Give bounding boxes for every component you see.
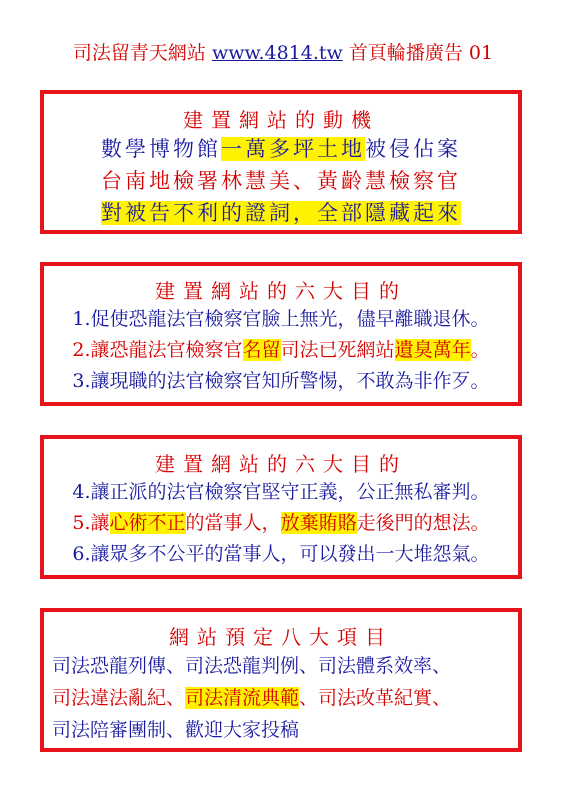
- motive-line-1-a: 數學博物館: [101, 137, 221, 161]
- projects-line-2-c: 、司法改革紀實、: [299, 687, 452, 709]
- goal-item-5-highlight-b: 放棄賄賂: [280, 512, 357, 534]
- goal-item-1: 1.促使恐龍法官檢察官臉上無光，儘早離職退休。: [72, 308, 490, 330]
- projects-line-1: 司法恐龍列傳、司法恐龍判例、司法體系效率、: [52, 655, 452, 677]
- motive-line-3: [44, 197, 518, 229]
- goal-item-2-highlight-a: 名留: [242, 339, 281, 361]
- motive-box: [40, 90, 522, 234]
- goals-box-1: [40, 262, 522, 406]
- goal-item-2-a: 2.讓恐龍法官檢察官: [72, 339, 243, 361]
- goal-item-5-e: 走後門的想法。: [356, 512, 490, 534]
- projects-line-2-highlight: 司法清流典範: [185, 687, 300, 709]
- motive-title: 建置網站的動機: [183, 108, 379, 132]
- goal-item-3: 3.讓現職的法官檢察官知所警惕，不敢為非作歹。: [72, 370, 490, 392]
- goal-item-6: 6.讓眾多不公平的當事人，可以發出一大堆怨氣。: [72, 543, 490, 565]
- motive-line-3-highlight: 對被告不利的證詞，全部隱藏起來: [101, 201, 461, 225]
- motive-line-1-c: 被侵佔案: [365, 137, 461, 161]
- goals-2-title: 建置網站的六大目的: [155, 452, 407, 476]
- goals-box-2: [40, 435, 522, 579]
- goal-item-2-c: 司法已死網站: [280, 339, 395, 361]
- goal-item-5-a: 5.讓: [72, 512, 110, 534]
- goal-item-2-e: 。: [470, 339, 490, 361]
- projects-title: 網站預定八大項目: [169, 625, 393, 649]
- motive-line-2: 台南地檢署林慧美、黃齡慧檢察官: [101, 169, 461, 193]
- projects-box: [40, 608, 522, 752]
- goal-item-4: 4.讓正派的法官檢察官堅守正義，公正無私審判。: [72, 481, 490, 503]
- goal-item-5-c: 的當事人，: [185, 512, 281, 534]
- goal-item-5-highlight-a: 心術不正: [109, 512, 186, 534]
- projects-line-2-a: 司法違法亂紀、: [52, 687, 186, 709]
- motive-line-1-highlight: 一萬多坪土地: [221, 137, 365, 161]
- motive-line-1: [44, 133, 518, 165]
- header-suffix: 首頁輪播廣告 01: [342, 42, 494, 64]
- header-prefix: 司法留青天網站: [72, 42, 212, 64]
- goal-item-2-highlight-b: 遺臭萬年: [394, 339, 471, 361]
- goal-item-2: [44, 335, 518, 366]
- page-header: [0, 38, 566, 65]
- goal-item-5: [44, 508, 518, 539]
- goals-1-title: 建置網站的六大目的: [155, 279, 407, 303]
- site-url-link[interactable]: www.4814.tw: [211, 42, 343, 64]
- projects-line-2: [44, 682, 518, 714]
- projects-line-3: 司法陪審團制、歡迎大家投稿: [52, 719, 300, 741]
